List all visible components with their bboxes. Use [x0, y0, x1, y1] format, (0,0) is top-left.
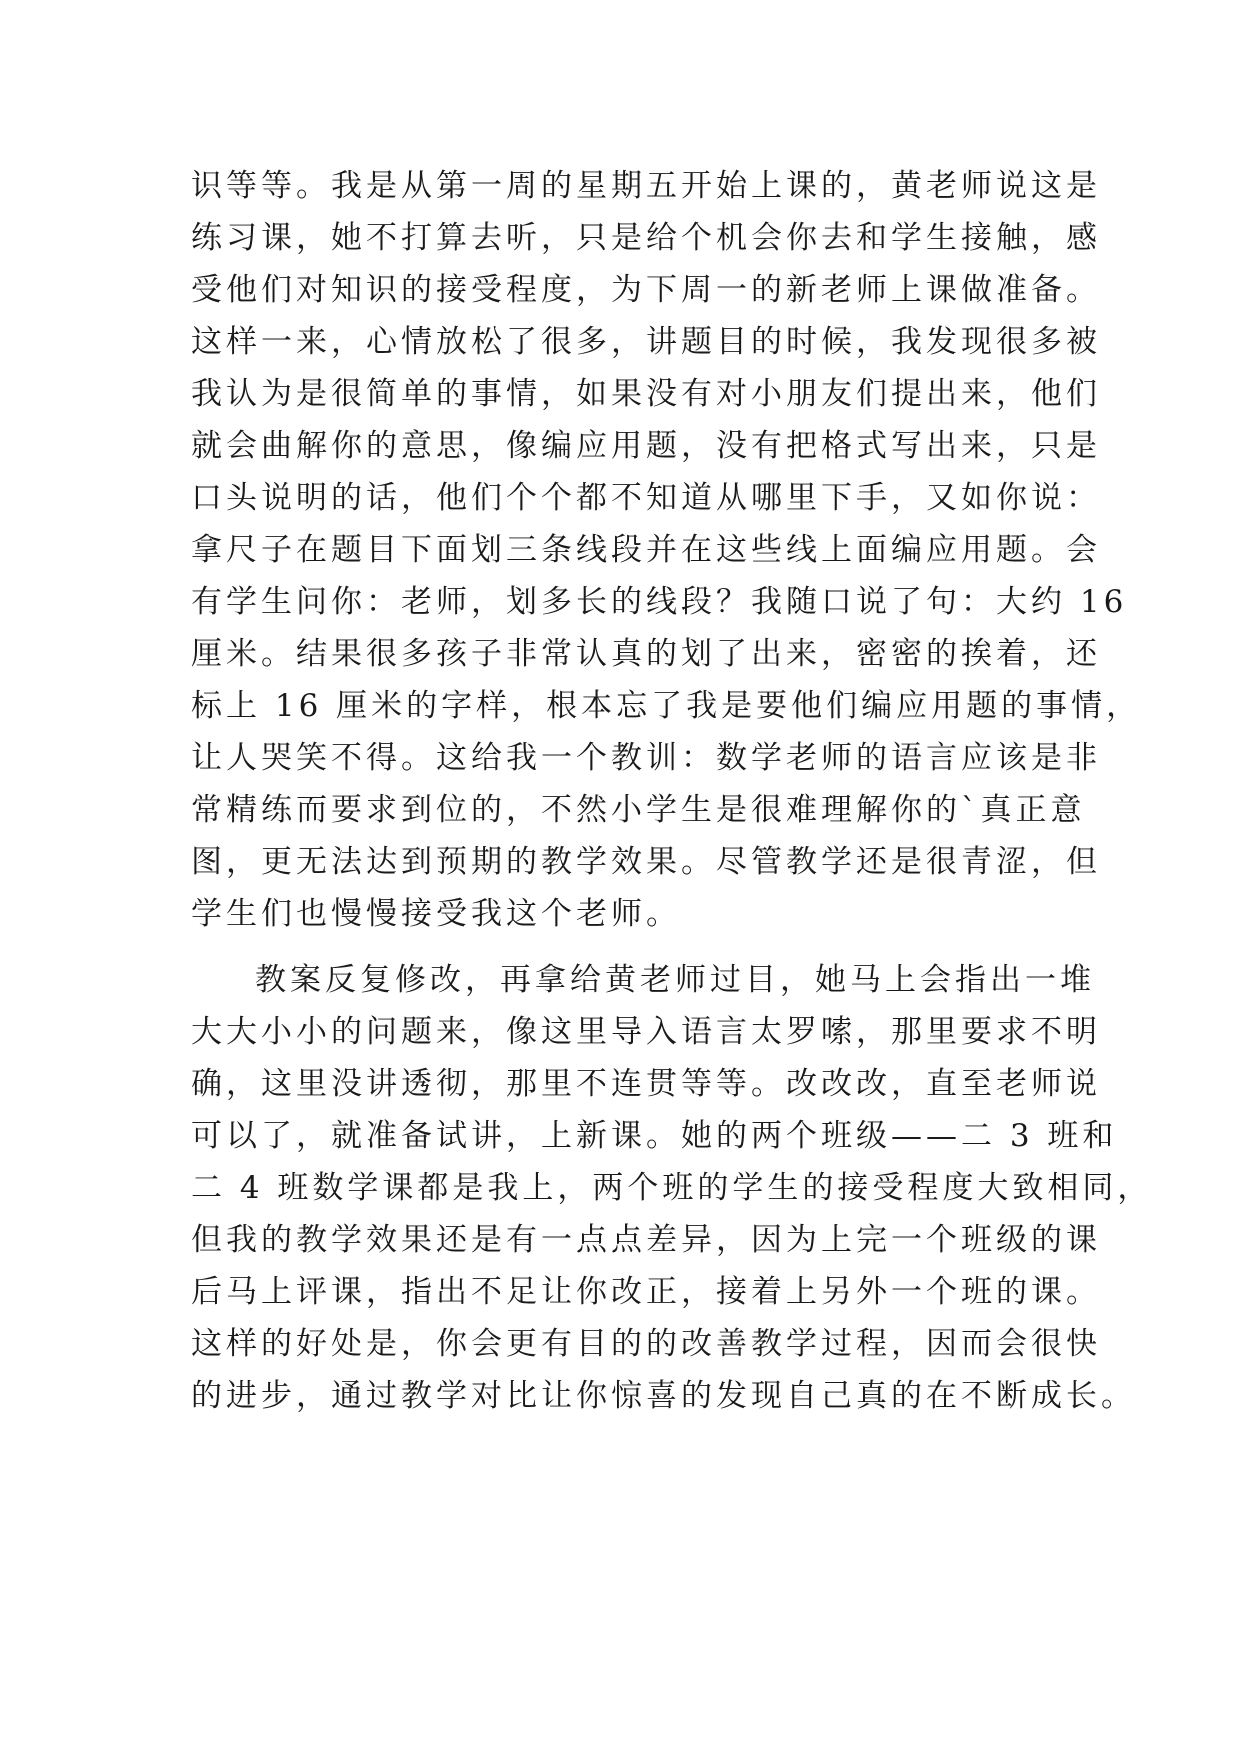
text-line: 但我的教学效果还是有一点点差异，因为上完一个班级的课 — [191, 1222, 1101, 1258]
paragraph-1 — [191, 160, 1142, 940]
text-line: 确，这里没讲透彻，那里不连贯等等。改改改，直至老师说 — [191, 1066, 1101, 1102]
paragraph-2 — [191, 954, 1153, 1422]
body-text — [191, 160, 1153, 1422]
text-line: 这样的好处是，你会更有目的的改善教学过程，因而会很快 — [191, 1326, 1101, 1362]
text-line: 让人哭笑不得。这给我一个教训：数学老师的语言应该是非 — [191, 740, 1101, 776]
text-line: 练习课，她不打算去听，只是给个机会你去和学生接触，感 — [191, 220, 1101, 256]
text-line-indented: 教案反复修改，再拿给黄老师过目，她马上会指出一堆 — [255, 962, 1095, 998]
text-line: 有学生问你：老师，划多长的线段？我随口说了句：大约 16 — [191, 584, 1128, 620]
text-line: 图，更无法达到预期的教学效果。尽管教学还是很青涩，但 — [191, 844, 1101, 880]
text-line: 大大小小的问题来，像这里导入语言太罗嗦，那里要求不明 — [191, 1014, 1101, 1050]
text-line: 可以了，就准备试讲，上新课。她的两个班级——二 3 班和 — [191, 1118, 1118, 1154]
text-line: 这样一来，心情放松了很多，讲题目的时候，我发现很多被 — [191, 324, 1101, 360]
text-line: 我认为是很简单的事情，如果没有对小朋友们提出来，他们 — [191, 376, 1101, 412]
text-line: 就会曲解你的意思，像编应用题，没有把格式写出来，只是 — [191, 428, 1101, 464]
text-line: 口头说明的话，他们个个都不知道从哪里下手，又如你说： — [191, 480, 1101, 516]
text-line: 拿尺子在题目下面划三条线段并在这些线上面编应用题。会 — [191, 532, 1101, 568]
text-line: 识等等。我是从第一周的星期五开始上课的，黄老师说这是 — [191, 168, 1101, 204]
text-line: 后马上评课，指出不足让你改正，接着上另外一个班的课。 — [191, 1274, 1101, 1310]
text-line: 的进步，通过教学对比让你惊喜的发现自己真的在不断成长。 — [191, 1378, 1136, 1414]
text-line: 常精练而要求到位的，不然小学生是很难理解你的`真正意 — [191, 792, 1086, 828]
text-line: 标上 16 厘米的字样，根本忘了我是要他们编应用题的事情， — [191, 688, 1142, 724]
paragraph-spacer — [191, 940, 1071, 954]
text-line: 学生们也慢慢接受我这个老师。 — [191, 896, 681, 932]
text-line: 厘米。结果很多孩子非常认真的划了出来，密密的挨着，还 — [191, 636, 1101, 672]
text-line: 二 4 班数学课都是我上，两个班的学生的接受程度大致相同， — [191, 1170, 1153, 1206]
text-line: 受他们对知识的接受程度，为下周一的新老师上课做准备。 — [191, 272, 1101, 308]
